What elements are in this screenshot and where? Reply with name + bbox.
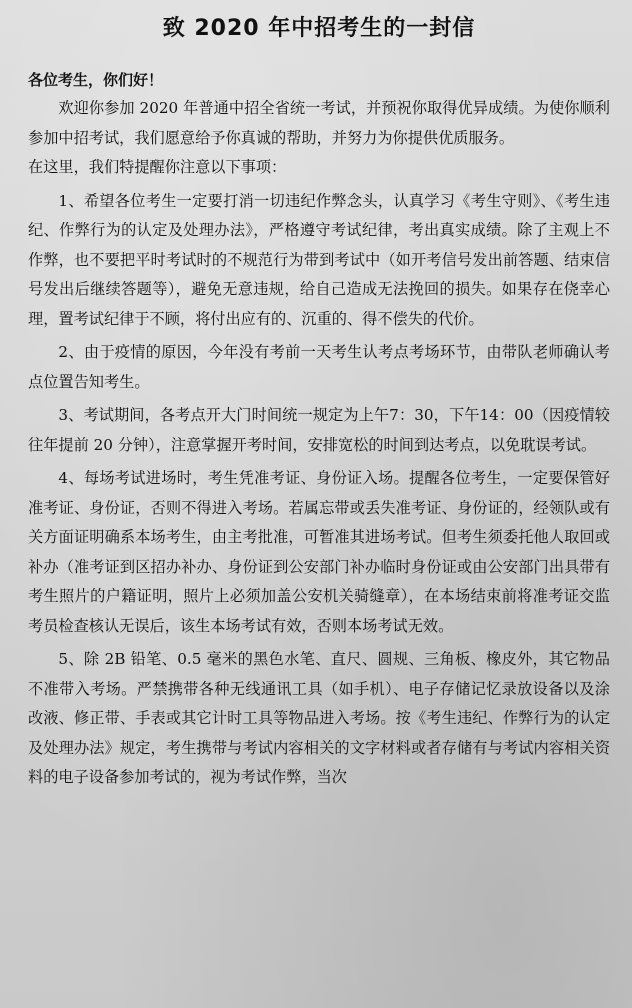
item-paragraph-4: 4、每场考试进场时，考生凭准考证、身份证入场。提醒各位考生，一定要保管好准考证、身份证，否则不得进入考场。若属忘带或丢失准考证、身份证的，经领队或有关方面证明确系本场考生，由主考批准，可暂准其进场考试。但考生须委托他人取回或补办（准考证到区招办补办、身份证到公安部门补办临时身份证或由公安部门出具带有考生照片的户籍证明，照片上必须加盖公安机关骑缝章），在本场结束前将准考证交监考员检查核认无误后，该生本场考试有效，否则本场考试无效。 [28, 469, 610, 635]
intro-notice: 在这里，我们特提醒你注意以下事项： [28, 158, 287, 176]
letter-title: 致 2020 年中招考生的一封信 [162, 16, 476, 41]
item-paragraph-1: 1、希望各位考生一定要打消一切违纪作弊念头，认真学习《考生守则》、《考生违纪、作弊行为的认定及处理办法》，严格遵守考试纪律，考出真实成绩。除了主观上不作弊，也不要把平时考试时的不规范行为带到考试中（如开考信号发出前答题、结束信号发出后继续答题等），避免无意违规，给自己造成无法挽回的损失。如果存在侥幸心理，置考试纪律于不顾，将付出应有的、沉重的、得不偿失的代价。 [28, 191, 610, 328]
item-paragraph-2: 2、由于疫情的原因，今年没有考前一天考生认考点考场环节，由带队老师确认考点位置告知考生。 [28, 343, 610, 391]
item-paragraph-5: 5、除 2B 铅笔、0.5 毫米的黑色水笔、直尺、圆规、三角板、橡皮外，其它物品不准带入考场。严禁携带各种无线通讯工具（如手机）、电子存储记忆录放设备以及涂改液、修正带、手表或其它计时工具等物品进入考场。按《考生违纪、作弊行为的认定及处理办法》规定，考生携带与考试内容相关的文字材料或者存储有与考试内容相关资料的电子设备参加考试的，视为考试作弊，当次 [28, 650, 610, 786]
letter-salutation: 各位考生，你们好！ [28, 71, 164, 89]
item-paragraph-3: 3、考试期间，各考点开大门时间统一规定为上午7：30，下午14：00（因疫情较往年提前 20 分钟），注意掌握开考时间，安排宽松的时间到达考点，以免耽误考试。 [28, 406, 610, 454]
intro-paragraph: 欢迎你参加 2020 年普通中招全省统一考试，并预祝你取得优异成绩。为使你顺利参加中招考试，我们愿意给予你真诚的帮助，并努力为你提供优质服务。 [28, 99, 610, 147]
